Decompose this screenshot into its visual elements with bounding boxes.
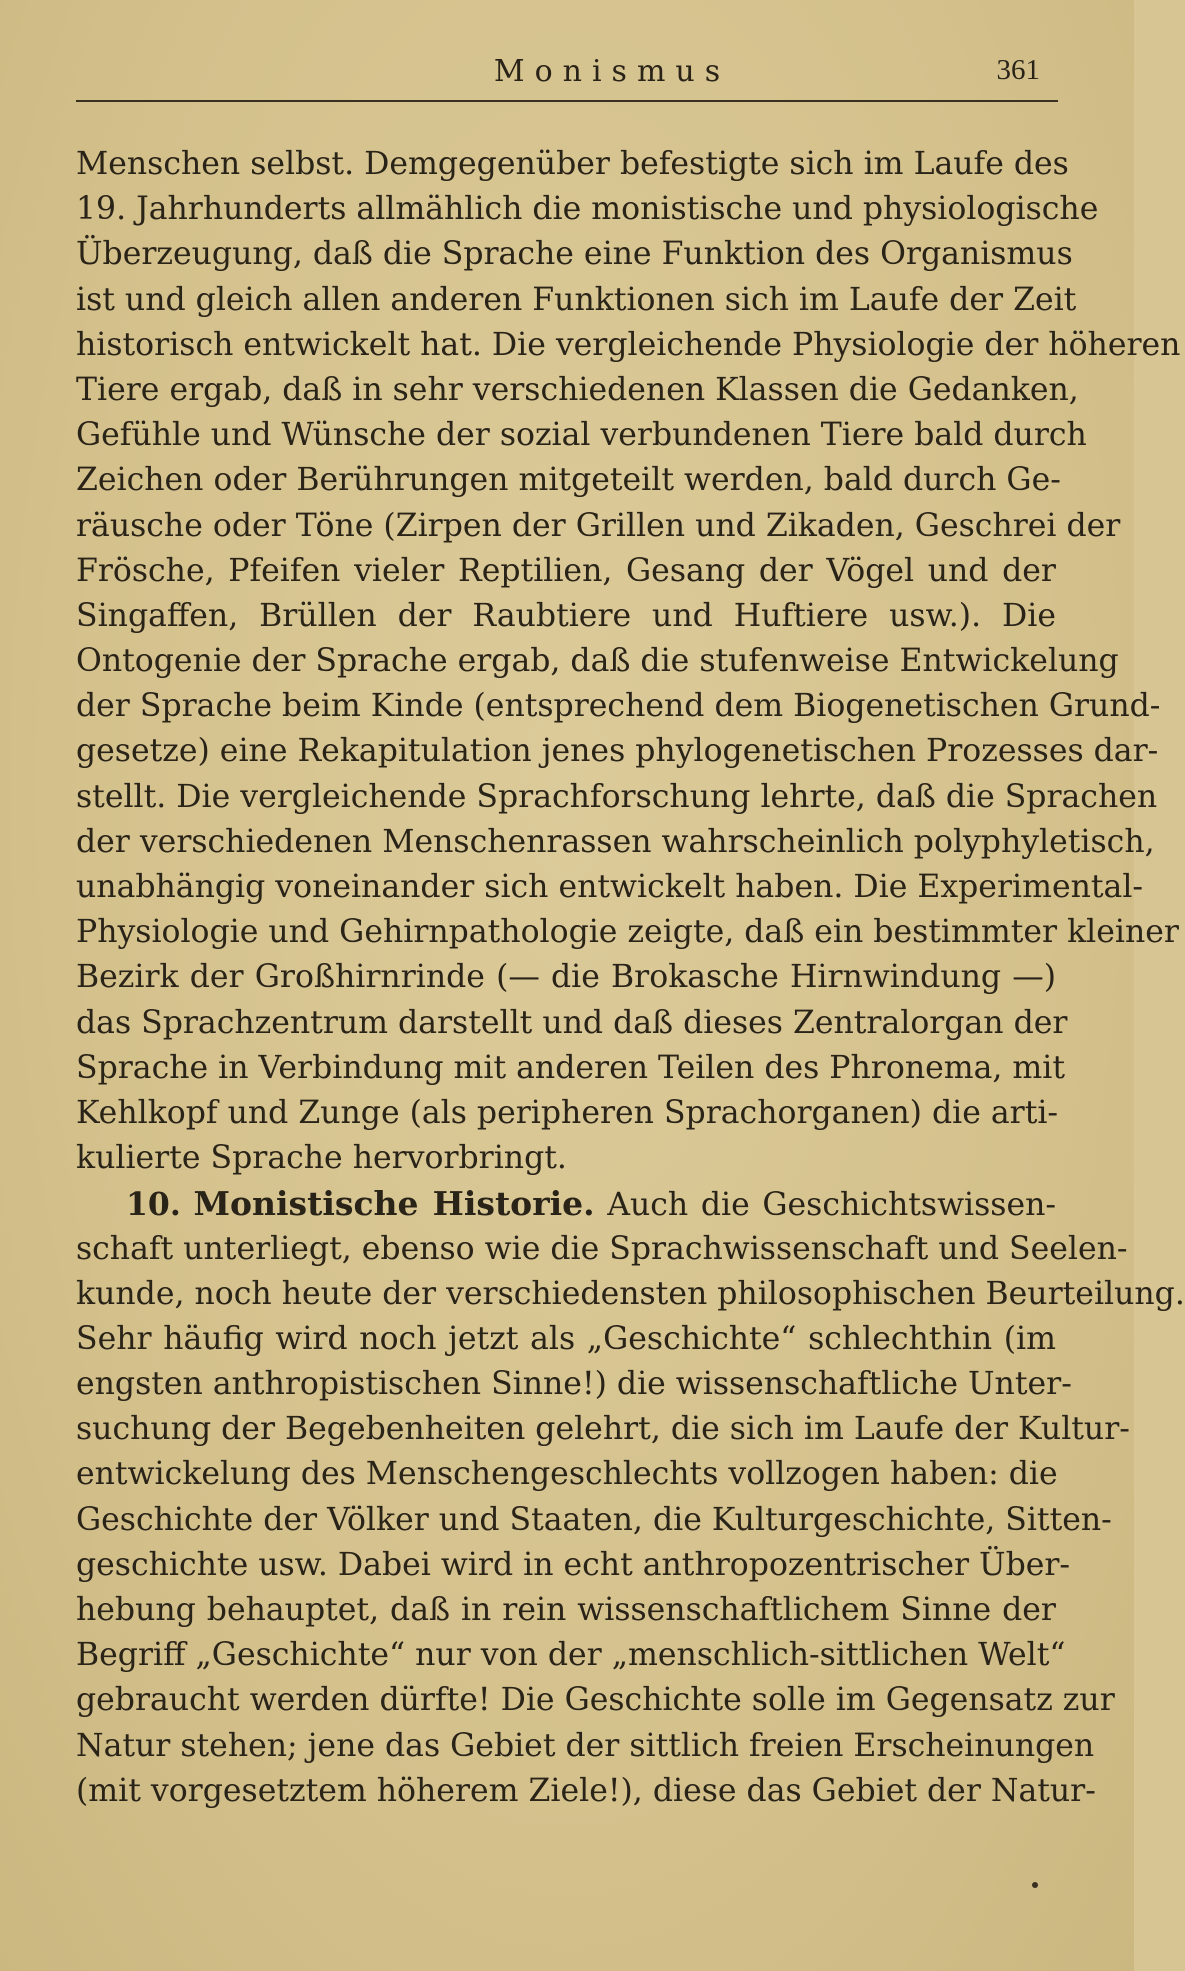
paragraph-1 xyxy=(76,142,1181,1181)
text-line: Kehlkopf und Zunge (als peripheren Sprachorganen) die arti- xyxy=(76,1094,1059,1131)
text-line: Tiere ergab, daß in sehr verschiedenen Klassen die Gedanken, xyxy=(76,371,1079,408)
page-number: 361 xyxy=(996,54,1040,86)
text-line: gesetze) eine Rekapitulation jenes phylogenetischen Prozesses dar- xyxy=(76,733,1159,770)
text-line: Gefühle und Wünsche der sozial verbundenen Tiere bald durch xyxy=(76,417,1087,454)
section-number: 10. xyxy=(126,1186,181,1224)
text-line: kunde, noch heute der verschiedensten philosophischen Beurteilung. xyxy=(76,1275,1185,1312)
section-title: Monistische Historie. xyxy=(193,1184,595,1224)
text-line: das Sprachzentrum darstellt und daß dieses Zentralorgan der xyxy=(76,1004,1068,1041)
text-line: ist und gleich allen anderen Funktionen sich im Laufe der Zeit xyxy=(76,281,1077,318)
text-line: stellt. Die vergleichende Sprachforschung lehrte, daß die Sprachen xyxy=(76,778,1158,815)
text-line: unabhängig voneinander sich entwickelt haben. Die Experimental- xyxy=(76,869,1144,905)
text-line: entwickelung des Menschengeschlechts vollzogen haben: die xyxy=(76,1456,1058,1493)
text-line: Begriff „Geschichte“ nur von der „menschlich-sittlichen Welt“ xyxy=(76,1637,1066,1674)
text-line: Physiologie und Gehirnpathologie zeigte, daß ein bestimmter kleiner xyxy=(76,914,1179,951)
ink-speck xyxy=(1032,1882,1038,1888)
text-line: Sehr häufig wird noch jetzt als „Geschichte“ schlechthin (im xyxy=(76,1320,1056,1357)
section-first-line-text: Auch die Geschichtswissen- xyxy=(607,1187,1057,1224)
text-line: historisch entwickelt hat. Die vergleichende Physiologie der höheren xyxy=(76,326,1181,363)
text-line: schaft unterliegt, ebenso wie die Sprachwissenschaft und Seelen- xyxy=(76,1230,1128,1267)
text-line: Natur stehen; jene das Gebiet der sittlich freien Erscheinungen xyxy=(76,1727,1095,1764)
text-line: Menschen selbst. Demgegenüber befestigte sich im Laufe des xyxy=(76,146,1069,182)
text-line: der verschiedenen Menschenrassen wahrscheinlich polyphyletisch, xyxy=(76,823,1155,860)
text-line: räusche oder Töne (Zirpen der Grillen und Zikaden, Geschrei der xyxy=(76,507,1121,544)
running-title: Monismus xyxy=(493,54,731,89)
text-line: (mit vorgesetztem höherem Ziele!), diese das Gebiet der Natur- xyxy=(76,1772,1096,1809)
text-line: Sprache in Verbindung mit anderen Teilen des Phronema, mit xyxy=(76,1049,1066,1086)
text-line: Zeichen oder Berührungen mitgeteilt werden, bald durch Ge- xyxy=(76,462,1061,499)
text-line: Überzeugung, daß die Sprache eine Funktion des Organismus xyxy=(76,236,1073,273)
text-line: 19. Jahrhunderts allmählich die monistische und physiologische xyxy=(76,191,1099,228)
text-line: geschichte usw. Dabei wird in echt anthropozentrischer Über- xyxy=(76,1546,1071,1583)
text-line: Frösche, Pfeifen vieler Reptilien, Gesang der Vögel und der xyxy=(76,552,1056,589)
text-line: kulierte Sprache hervorbringt. xyxy=(76,1140,567,1177)
text-line: gebraucht werden dürfte! Die Geschichte solle im Gegensatz zur xyxy=(76,1682,1115,1719)
text-line: Ontogenie der Sprache ergab, daß die stufenweise Entwickelung xyxy=(76,643,1119,680)
body-text xyxy=(76,142,1185,1814)
text-line: suchung der Begebenheiten gelehrt, die sich im Laufe der Kultur- xyxy=(76,1411,1130,1448)
paragraph-2 xyxy=(76,1181,1185,1814)
section-heading-line xyxy=(76,1181,1056,1226)
text-line: Singaffen, Brüllen der Raubtiere und Huftiere usw.). Die xyxy=(76,597,1056,634)
header-rule xyxy=(76,100,1058,102)
text-line: Geschichte der Völker und Staaten, die Kulturgeschichte, Sitten- xyxy=(76,1501,1112,1538)
text-line: engsten anthropistischen Sinne!) die wissenschaftliche Unter- xyxy=(76,1366,1072,1403)
text-line: Bezirk der Großhirnrinde (— die Brokasche Hirnwindung —) xyxy=(76,959,1056,996)
text-line: der Sprache beim Kinde (entsprechend dem Biogenetischen Grund- xyxy=(76,688,1161,725)
running-head xyxy=(76,54,1058,100)
text-line: hebung behauptet, daß in rein wissenschaftlichem Sinne der xyxy=(76,1592,1056,1628)
